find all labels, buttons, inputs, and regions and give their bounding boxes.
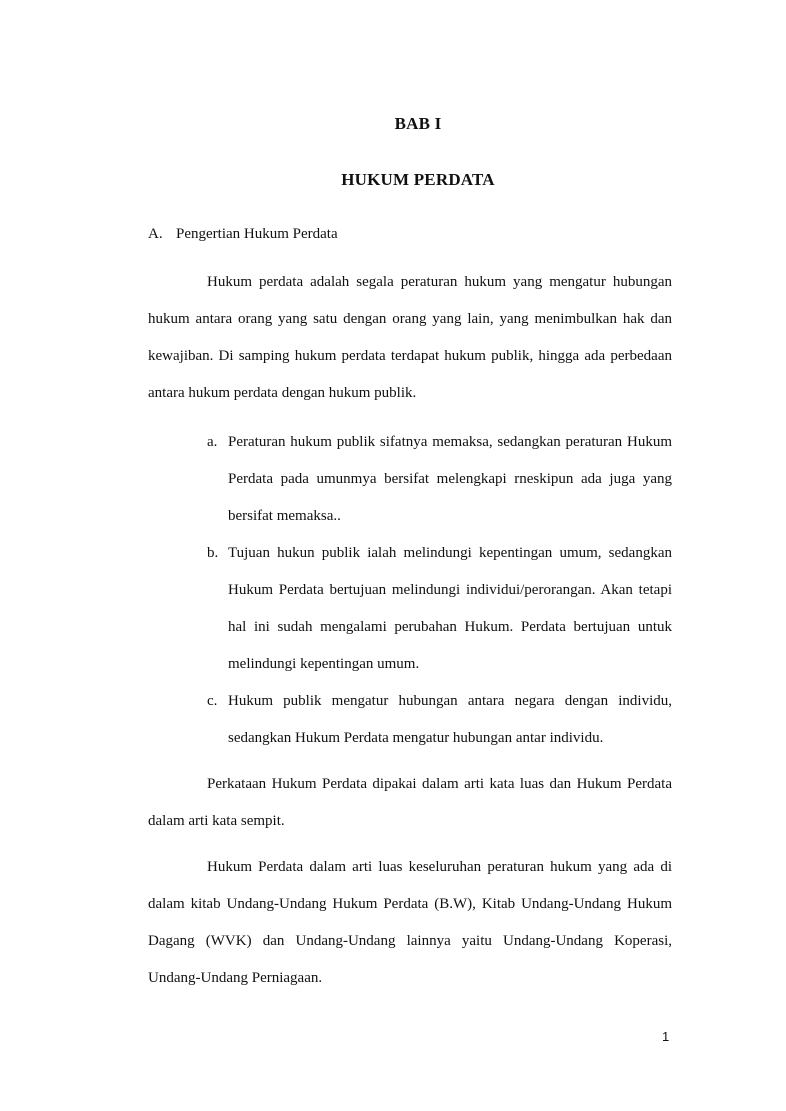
section-heading-text: Pengertian Hukum Perdata — [176, 226, 338, 242]
list-item — [207, 535, 672, 683]
list-marker: a. — [207, 434, 218, 450]
intro-paragraph: Hukum perdata adalah segala peraturan hukum yang mengatur hubungan hukum antara orang yang satu dengan orang yang lain, yang menimbulkan hak dan kewajiban. Di samping hukum perdata terdapat hukum publik, hingga ada perbedaan antara hukum perdata dengan hukum publik. — [148, 274, 672, 401]
chapter-title: HUKUM PERDATA — [341, 170, 495, 189]
arti-paragraph: Perkataan Hukum Perdata dipakai dalam arti kata luas dan Hukum Perdata dalam arti kata sempit. — [148, 776, 672, 829]
arti-luas-paragraph: Hukum Perdata dalam arti luas keseluruhan peraturan hukum yang ada di dalam kitab Undang-Undang Hukum Perdata (B.W), Kitab Undang-Undang Hukum Dagang (WVK) dan Undang-Undang lainnya yaitu Undang-Undang Koperasi, Undang-Undang Perniagaan. — [148, 859, 672, 986]
section-heading — [148, 226, 338, 243]
differences-list — [207, 424, 672, 757]
list-item-text: Peraturan hukum publik sifatnya memaksa, sedangkan peraturan Hukum Perdata pada umunmya bersifat melengkapi rneskipun ada juga yang bersifat memaksa.. — [228, 434, 672, 524]
chapter-number: BAB I — [394, 114, 442, 133]
list-item — [207, 424, 672, 535]
list-item — [207, 683, 672, 757]
list-marker: b. — [207, 545, 219, 561]
page-number: 1 — [662, 1029, 670, 1044]
section-marker: A. — [148, 226, 163, 242]
list-item-text: Hukum publik mengatur hubungan antara negara dengan individu, sedangkan Hukum Perdata mengatur hubungan antar individu. — [228, 693, 672, 746]
list-marker: c. — [207, 693, 218, 709]
list-item-text: Tujuan hukun publik ialah melindungi kepentingan umum, sedangkan Hukum Perdata bertujuan melindungi individui/perorangan. Akan tetapi hal ini sudah mengalami perubahan Hukum. Perdata bertujuan untuk melindungi kepentingan umum. — [228, 545, 672, 672]
